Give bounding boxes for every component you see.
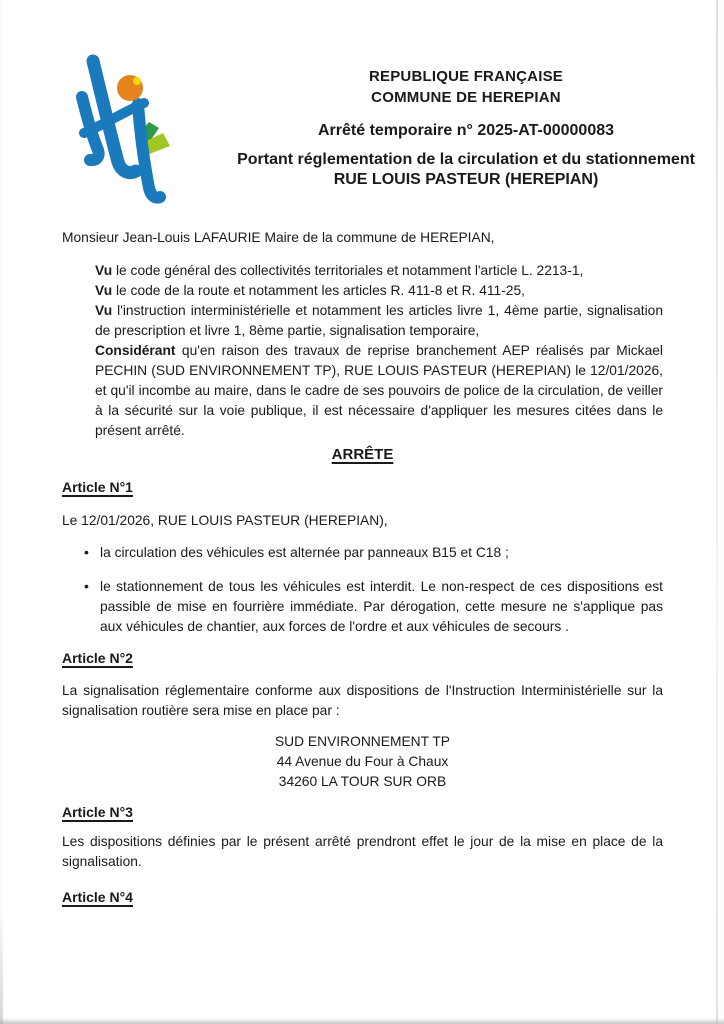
bullet-item xyxy=(62,543,663,563)
clause-vu-2 xyxy=(95,281,663,301)
article-1-intro: Le 12/01/2026, RUE LOUIS PASTEUR (HEREPIAN), xyxy=(62,513,388,528)
commune-line: COMMUNE DE HEREPIAN xyxy=(371,89,561,106)
document-header xyxy=(212,66,720,190)
clause-label: Vu xyxy=(95,303,113,318)
bullet-icon: • xyxy=(84,578,89,594)
decree-number: Arrêté temporaire n° 2025-AT-00000083 xyxy=(317,122,615,139)
article-1-heading: Article N°1 xyxy=(62,479,133,495)
article-2-body: La signalisation réglementaire conforme aux dispositions de l'Instruction Interministérielle sur la signalisation routière sera mise en place par : xyxy=(62,683,663,718)
clause-vu-3 xyxy=(95,301,663,341)
decree-word-text: ARRÊTE xyxy=(331,446,394,463)
contractor-address xyxy=(62,732,663,792)
bullet-text: le stationnement de tous les véhicules est interdit. Le non-respect de ces dispositions est passible de mise en fourrière immédiate. Par dérogation, cette mesure ne s'applique pas aux véhicules de chantier, aux forces de l'ordre et aux véhicules de secours . xyxy=(100,579,663,634)
commune-logo-icon xyxy=(60,50,210,210)
clause-text: qu'en raison des travaux de reprise branchement AEP réalisés par Mickael PECHIN (SUD ENVIRONNEMENT TP), RUE LOUIS PASTEUR (HEREPIAN) le 12/01/2026, et qu'il incombe au maire, dans le cadre de ses pouvoirs de police de la circulation, de veiller à la sécurité sur la voie publique, il est nécessaire d'appliquer les mesures citées dans le présent arrêté. xyxy=(95,343,663,438)
clause-text: le code général des collectivités territoriales et notamment l'article L. 2213-1, xyxy=(115,263,584,278)
document-body xyxy=(62,228,663,907)
scan-edge-bottom xyxy=(0,1018,724,1024)
contractor-city: 34260 LA TOUR SUR ORB xyxy=(278,774,447,789)
clause-text: l'instruction interministérielle et notamment les articles livre 1, 4ème partie, signalisation de prescription et livre 1, 8ème partie, signalisation temporaire, xyxy=(95,303,663,338)
article-4-heading: Article N°4 xyxy=(62,889,133,905)
article-1-bullets xyxy=(62,543,663,637)
salutation-line: Monsieur Jean-Louis LAFAURIE Maire de la commune de HEREPIAN, xyxy=(62,230,495,245)
logo-sun-highlight xyxy=(133,77,141,85)
scan-edge-left xyxy=(0,904,3,1024)
clause-label: Considérant xyxy=(95,343,176,358)
bullet-icon: • xyxy=(84,544,89,560)
contractor-street: 44 Avenue du Four à Chaux xyxy=(276,754,449,769)
clause-label: Vu xyxy=(95,263,113,278)
bullet-text: la circulation des véhicules est alternée par panneaux B15 et C18 ; xyxy=(100,545,509,560)
clause-vu-1 xyxy=(95,261,663,281)
article-2-heading: Article N°2 xyxy=(62,650,133,666)
article-3-body: Les dispositions définies par le présent arrêté prendront effet le jour de la mise en place de la signalisation. xyxy=(62,834,663,869)
scan-edge-right xyxy=(716,0,718,1024)
decree-word-heading xyxy=(62,445,663,465)
decree-subject: Portant réglementation de la circulation et du stationnement xyxy=(237,151,695,168)
republic-line: REPUBLIQUE FRANÇAISE xyxy=(368,68,563,85)
clause-label: Vu xyxy=(95,283,113,298)
decree-street: RUE LOUIS PASTEUR (HEREPIAN) xyxy=(333,171,599,188)
clause-considerant xyxy=(95,341,663,441)
legal-clauses xyxy=(62,261,663,441)
clause-text: le code de la route et notamment les articles R. 411-8 et R. 411-25, xyxy=(115,283,525,298)
article-3-heading: Article N°3 xyxy=(62,804,133,820)
bullet-item xyxy=(62,577,663,637)
contractor-name: SUD ENVIRONNEMENT TP xyxy=(274,734,451,749)
